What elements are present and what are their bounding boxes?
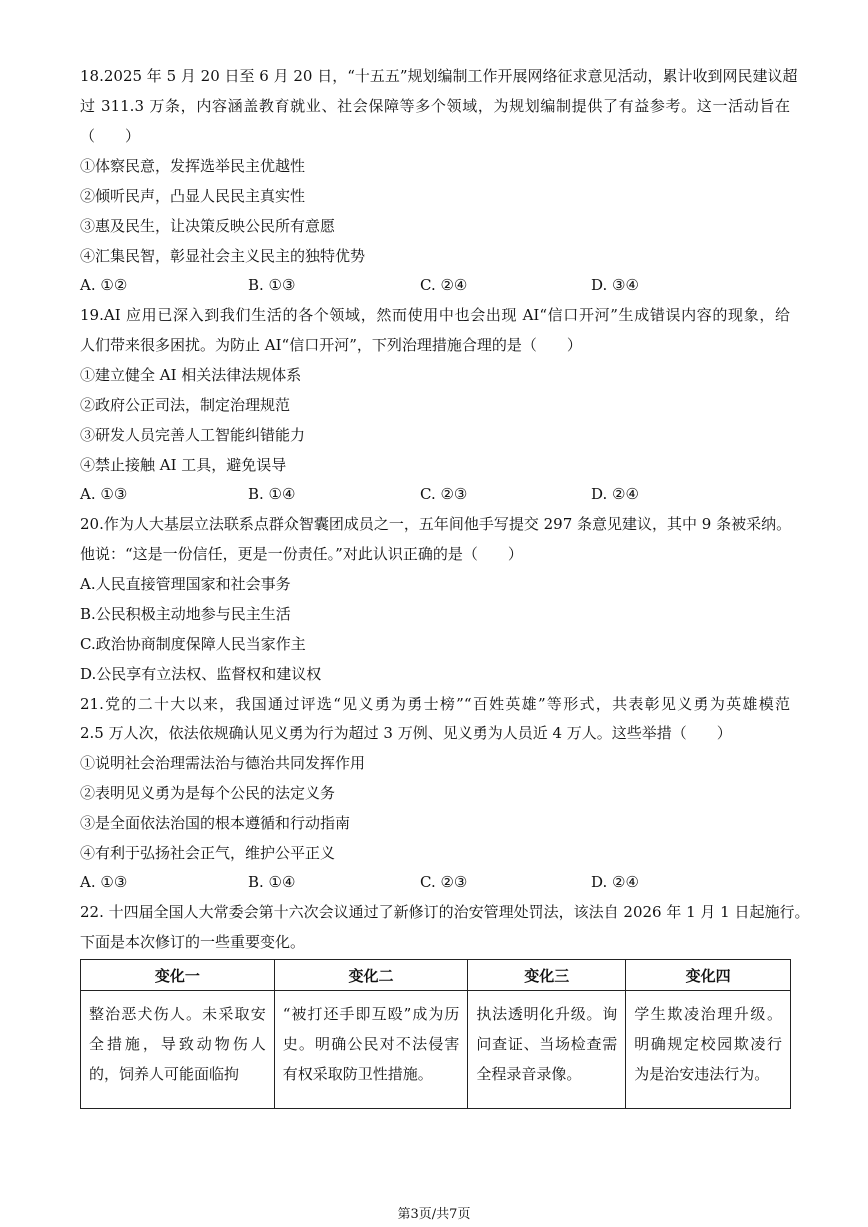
table-header-cell: 变化三 xyxy=(468,960,626,991)
q21-option-c: C. ②③ xyxy=(420,873,468,891)
q21-option-d: D. ②④ xyxy=(591,873,639,891)
q19-stem-line-1: 19.AI 应用已深入到我们生活的各个领域，然而使用中也会出现 AI“信口开河”生成错误内容的现象，给 xyxy=(80,306,790,324)
q19-item-2: ②政府公正司法，制定治理规范 xyxy=(80,396,291,414)
q18-item-1: ①体察民意，发挥选举民主优越性 xyxy=(80,157,306,175)
table-cell: 执法透明化升级。询问查证、当场检查需全程录音录像。 xyxy=(468,991,626,1109)
q18-item-2: ②倾听民声，凸显人民民主真实性 xyxy=(80,187,306,205)
q21-item-1: ①说明社会治理需法治与德治共同发挥作用 xyxy=(80,754,366,772)
q19-item-4: ④禁止接触 AI 工具，避免误导 xyxy=(80,456,287,474)
q18-options xyxy=(80,275,800,295)
q18-stem-line-2: 过 311.3 万条，内容涵盖教育就业、社会保障等多个领域，为规划编制提供了有益参考。这一活动旨在 xyxy=(80,97,790,115)
q19-options xyxy=(80,484,800,504)
q18-option-a: A. ①② xyxy=(80,276,128,294)
q19-option-d: D. ②④ xyxy=(591,485,639,503)
q20-stem-line-2: 他说：“这是一份信任，更是一份责任。”对此认识正确的是（ ） xyxy=(80,545,523,563)
page-number: 第3页/共7页 xyxy=(397,1207,471,1222)
q21-stem-line-1: 21.党的二十大以来，我国通过评选“见义勇为勇士榜”“百姓英雄”等形式，共表彰见义勇为英雄模范 xyxy=(80,695,790,713)
table-header-cell: 变化一 xyxy=(81,960,275,991)
table-header-cell: 变化二 xyxy=(274,960,468,991)
q20-stem-line-1: 20.作为人大基层立法联系点群众智囊团成员之一，五年间他手写提交 297 条意见建议，其中 9 条被采纳。 xyxy=(80,515,792,533)
q22-stem-line-2: 下面是本次修订的一些重要变化。 xyxy=(80,933,306,951)
table-header-row xyxy=(81,960,791,991)
q20-choice-c: C.政治协商制度保障人民当家作主 xyxy=(80,635,306,653)
q19-stem-line-2: 人们带来很多困扰。为防止 AI“信口开河”，下列治理措施合理的是（ ） xyxy=(80,336,582,354)
q21-options xyxy=(80,872,800,892)
table-cell: 整治恶犬伤人。未采取安全措施，导致动物伤人的，饲养人可能面临拘 xyxy=(81,991,275,1109)
table-cell: “被打还手即互殴”成为历史。明确公民对不法侵害有权采取防卫性措施。 xyxy=(274,991,468,1109)
q20-choice-d: D.公民享有立法权、监督权和建议权 xyxy=(80,665,322,683)
q22-stem-line-1: 22. 十四届全国人大常委会第十六次会议通过了新修订的治安管理处罚法，该法自 2026 年 1 月 1 日起施行。 xyxy=(80,903,810,921)
q21-stem-line-2: 2.5 万人次，依法依规确认见义勇为行为超过 3 万例、见义勇为人员近 4 万人。这些举措（ ） xyxy=(80,724,732,742)
q18-item-4: ④汇集民智，彰显社会主义民主的独特优势 xyxy=(80,247,366,265)
changes-table xyxy=(80,959,791,1109)
q19-item-1: ①建立健全 AI 相关法律法规体系 xyxy=(80,366,302,384)
q21-item-3: ③是全面依法治国的根本遵循和行动指南 xyxy=(80,814,351,832)
q19-item-3: ③研发人员完善人工智能纠错能力 xyxy=(80,426,306,444)
q21-item-2: ②表明见义勇为是每个公民的法定义务 xyxy=(80,784,336,802)
q19-option-c: C. ②③ xyxy=(420,485,468,503)
q18-stem-line-1: 18.2025 年 5 月 20 日至 6 月 20 日，“十五五”规划编制工作开展网络征求意见活动，累计收到网民建议超 xyxy=(80,67,798,85)
q20-choice-a: A.人民直接管理国家和社会事务 xyxy=(80,575,291,593)
table-cell: 学生欺凌治理升级。明确规定校园欺凌行为是治安违法行为。 xyxy=(626,991,791,1109)
q18-answer-bracket: （ ） xyxy=(80,127,141,145)
q18-option-d: D. ③④ xyxy=(591,276,639,294)
q19-option-a: A. ①③ xyxy=(80,485,128,503)
q18-item-3: ③惠及民生，让决策反映公民所有意愿 xyxy=(80,217,336,235)
q21-item-4: ④有利于弘扬社会正气，维护公平正义 xyxy=(80,844,336,862)
q19-option-b: B. ①④ xyxy=(248,485,296,503)
q21-option-a: A. ①③ xyxy=(80,873,128,891)
q18-option-c: C. ②④ xyxy=(420,276,468,294)
table-row xyxy=(81,991,791,1109)
q21-option-b: B. ①④ xyxy=(248,873,296,891)
q20-choice-b: B.公民积极主动地参与民主生活 xyxy=(80,605,291,623)
table-header-cell: 变化四 xyxy=(626,960,791,991)
q18-option-b: B. ①③ xyxy=(248,276,296,294)
